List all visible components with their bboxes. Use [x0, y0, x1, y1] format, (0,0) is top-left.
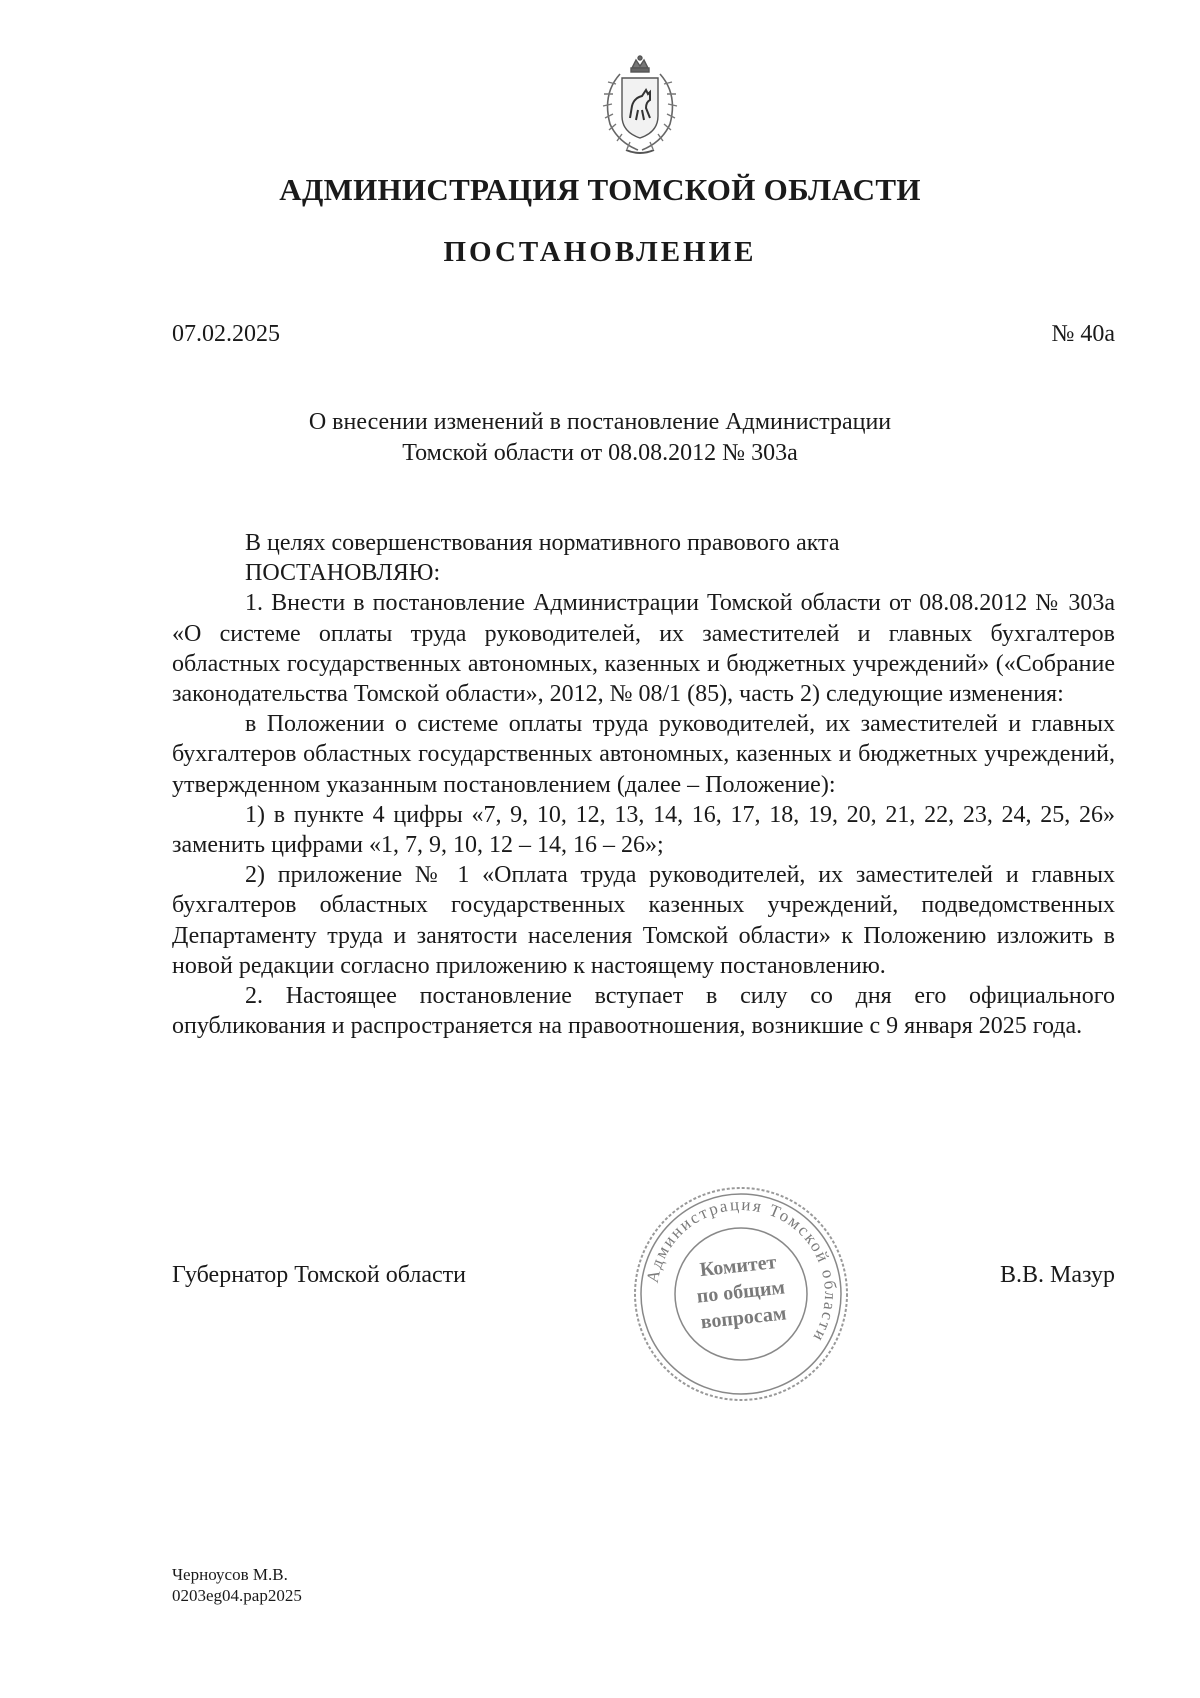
file-code: 0203eg04.pap2025	[172, 1586, 302, 1605]
preamble: В целях совершенствования нормативного правового акта	[245, 530, 840, 556]
paragraph-2: в Положении о системе оплаты труда руководителей, их заместителей и главных бухгалтеров областных государственных автономных, казенных и бюджетных учреждений, утвержденном указанным постановлением (далее – Положение):	[172, 711, 1115, 798]
signatory-name: В.В. Мазур	[1000, 1262, 1115, 1288]
organization-title: АДМИНИСТРАЦИЯ ТОМСКОЙ ОБЛАСТИ	[279, 172, 921, 207]
document-subject	[0, 407, 1200, 469]
seal-center-line-1: Комитет	[698, 1251, 778, 1282]
seal-center-line-3: вопросам	[699, 1302, 788, 1334]
paragraph-4: 2) приложение № 1 «Оплата труда руководителей, их заместителей и главных бухгалтеров областных государственных казенных учреждений, подведомственных Департаменту труда и занятости населения Томской области» к Положению изложить в новой редакции согласно приложению к настоящему постановлению.	[172, 862, 1115, 979]
signatory-position: Губернатор Томской области	[172, 1262, 466, 1288]
paragraph-3: 1) в пункте 4 цифры «7, 9, 10, 12, 13, 14, 16, 17, 18, 19, 20, 21, 22, 23, 24, 25, 26» заменить цифрами «1, 7, 9, 10, 12 – 14, 16 – 26»;	[172, 801, 1115, 859]
resolve-word: ПОСТАНОВЛЯЮ:	[245, 560, 441, 587]
paragraph-5: 2. Настоящее постановление вступает в силу со дня его официального опубликования и распространяется на правоотношения, возникшие с 9 января 2025 года.	[172, 983, 1115, 1040]
document-number: № 40а	[1051, 321, 1115, 347]
coat-of-arms-emblem	[580, 54, 700, 158]
executor-name: Черноусов М.В.	[172, 1565, 288, 1584]
seal-ring-text: Администрация Томской области	[642, 1194, 841, 1347]
subject-line-2: Томской области от 08.08.2012 № 303а	[402, 440, 798, 466]
document-type: ПОСТАНОВЛЕНИЕ	[443, 236, 757, 268]
executor-block	[172, 1564, 302, 1606]
paragraph-1: 1. Внести в постановление Администрации Томской области от 08.08.2012 № 303а «О системе оплаты труда руководителей, их заместителей и главных бухгалтеров областных государственных автономных, казенных и бюджетных учреждений» («Собрание законодательства Томской области», 2012, № 08/1 (85), часть 2) следующие изменения:	[172, 590, 1115, 708]
seal-center-line-2: по общим	[695, 1276, 786, 1308]
document-body	[172, 528, 1115, 1041]
document-date: 07.02.2025	[172, 321, 280, 347]
official-stamp	[627, 1180, 855, 1408]
subject-line-1: О внесении изменений в постановление Администрации	[308, 409, 892, 435]
